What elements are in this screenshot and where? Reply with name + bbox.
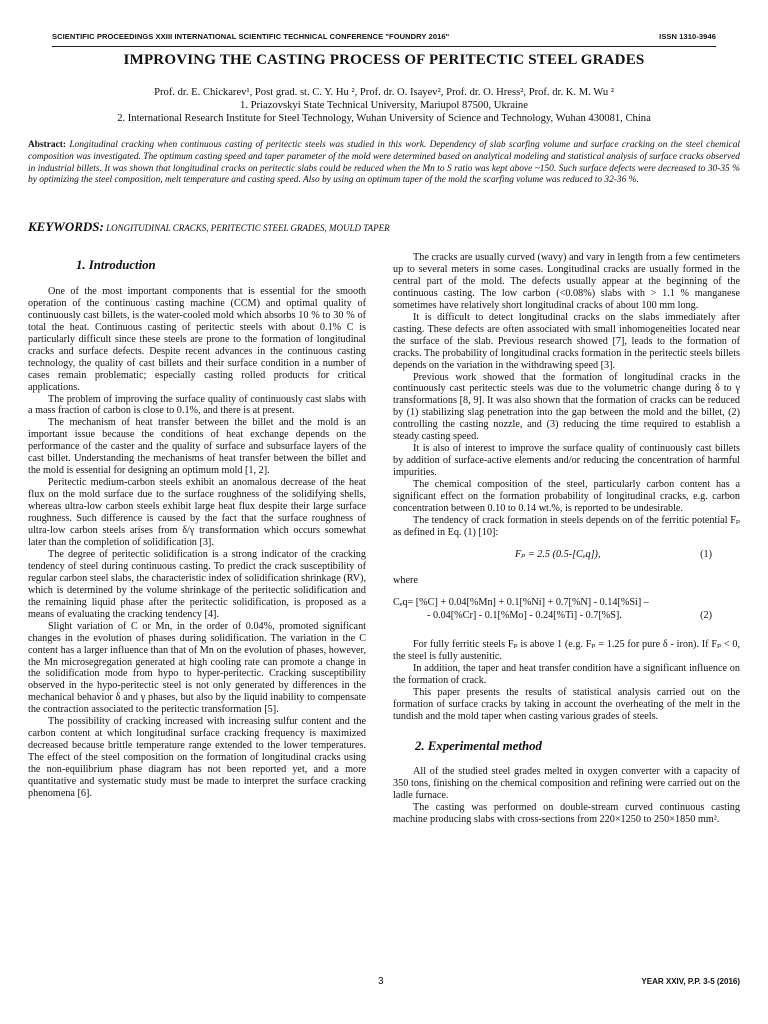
running-header [52,30,716,47]
section-heading-experimental: 2. Experimental method [415,738,542,753]
paragraph: It is difficult to detect longitudinal cracks on the slabs immediately after casting. These defects are often associated with small inhomogeneities located near the surface of the slab. Previous research showed [7], leads to the formation of cracks. The probability of longitudinal cracks formation in the peritectic steels billets depends on the variation in the withdrawing speed [3]. [393,311,740,371]
page-footer [52,976,740,990]
equation-2-number: (2) [700,609,712,621]
equation-2 [393,597,740,625]
paragraph: All of the studied steel grades melted in oxygen converter with a capacity of 350 tons, finishing on the chemical composition and refining were carried out on the ladle furnace. [393,766,740,802]
volume-info: YEAR XXIV, P.P. 3-5 (2016) [641,977,740,986]
left-column [28,252,366,800]
page-number: 3 [378,976,384,987]
paragraph: This paper presents the results of statistical analysis carried out on the formation of surface cracks by taking in account the overheating of the melt in the tundish and the mold taper when casting various grades of steels. [393,686,740,722]
paragraph: For fully ferritic steels Fₚ is above 1 (e.g. Fₚ = 1.25 for pure δ - iron). If Fₚ < 0, the steel is fully austenitic. [393,638,740,662]
issn: ISSN 1310-3946 [659,32,716,41]
paragraph: One of the most important components that is essential for the smooth operation of the continuous casting machine (CCM) and optimal quality of continuously cast billets, is the water-cooled mold which absorbs 10 % to 30 % of total the heat. Continuous casting of peritectic steels with about 0.1% C is particularly difficult since these steels are prone to the formation of longitudinal cracks and surface defects. Despite recent advances in the continuous casting technology, the quality of cast billets and their surface condition in a number of cases remain problematic; especially casting rolled products for critical applications. [28,285,366,393]
abstract-text: Longitudinal cracking when continuous casting of peritectic steels was studied in this work. Dependency of slab scarfing volume and surface cracking on the steel chemical composition was investigated. The optimum casting speed and taper parameter of the mold were determined based on analytical modeling and statistical analysis of surface cracks observed in industrial billets. It was shown that longitudinal cracks on peritectic slabs could be reduced when the Mn to S ratio was kept above ~150. Such surface defects were decreased to 30-35 % by optimizing the steel composition, melt temperature and casting speed. Also by using an optimum taper of the mold the scarfing volume was reduced to 32-36 %. [28,140,741,186]
equation-1-body: Fₚ = 2.5 (0.5-[Cₑq]), [515,548,601,560]
paper-title: IMPROVING THE CASTING PROCESS OF PERITECTIC STEEL GRADES [123,52,645,68]
conference-name: SCIENTIFIC PROCEEDINGS XXIII INTERNATIONAL SCIENTIFIC TECHNICAL CONFERENCE "FOUNDRY 2016" [52,32,450,41]
paragraph: The chemical composition of the steel, particularly carbon content has a significant effect on the formation probability of longitudinal cracks, e.g. carbon concentration between 0.10 to 0.14 wt.%, is reported to be undesirable. [393,479,740,515]
paragraph: The casting was performed on double-stream curved continuous casting machine producing slabs with cross-sections from 220×1250 to 250×1850 mm². [393,802,740,826]
paragraph: Peritectic medium-carbon steels exhibit an anomalous decrease of the heat flux on the mold surface due to the surface roughness of the solidifying shells, whereas ultra-low carbon steels exhibit large heat flux despite their large surface roughness. Such difference is caused by the fact that the surface roughness of ultra-low carbon steels arises from δ/γ transformation which occurs somewhat later than the completion of solidification [3]. [28,477,366,548]
keywords-label: KEYWORDS: [28,219,104,234]
section-heading-introduction: 1. Introduction [76,258,156,272]
affiliation-1: 1. Priazovskyi State Technical University, Mariupol 87500, Ukraine [240,100,528,111]
paragraph: Previous work showed that the formation of longitudinal cracks in the continuously cast peritectic steels was due to the volumetric change during δ to γ transformations [8, 9]. It was also shown that the formation of cracks can be reduced by (1) stabilizing slag penetration into the gap between the mold and the billet, (2) controlling the casting nozzle, and (3) reducing the time required to establish a steady casting speed. [393,371,740,443]
paragraph: The degree of peritectic solidification is a strong indicator of the cracking tendency of steel during continuous casting. To predict the crack susceptibility of regular carbon steel slabs, the characteristic index of solidification shrinkage (RV), which is determined by the volume shrinkage of the peritectic solidification and the remaining liquid phase after the peritectic solidification, is proposed as a means of evaluating the cracking tendency [4]. [28,548,366,620]
author-list: Prof. dr. E. Chickarev¹, Post grad. st. C. Y. Hu ², Prof. dr. O. Isayev², Prof. dr. O. Hress², Prof. dr. K. M. Wu ² [154,87,614,98]
abstract [28,140,740,187]
paragraph: The problem of improving the surface quality of continuously cast slabs with a mass fraction of carbon is close to 0.1%, and there is at present. [28,393,366,417]
equation-2-line-1: Cₑq= [%C] + 0.04[%Mn] + 0.1[%Ni] + 0.7[%N] - 0.14[%Si] – [393,596,649,608]
paragraph: Slight variation of C or Mn, in the order of 0.04%, promoted significant changes in the evolution of phases during solidification. The variation in the C content has a larger influence than that of Mn on the evolution of phases, however, the Mn microsegregation generated at high cooling rate can promote a change in the solidification mode from hypo to hyper-peritectic. Cracking susceptibility observed in the hypo-peritectic steel is not only generated by differences in the mechanical behavior δ and γ phases, but also by the liquid inability to compensate the contraction associated to the peritectic transformation [5]. [28,620,366,716]
paragraph: It is also of interest to improve the surface quality of continuously cast billets by addition of surface-active elements and/or reducing the concentration of harmful impurities. [393,443,740,479]
paragraph: The cracks are usually curved (wavy) and vary in length from a few centimeters up to several meters in some cases. Longitudinal cracks are usually formed in the central part of the mold. The defects usually appear at the beginning of the continuous casting. The low carbon (<0.08%) slabs with > 1.1 % manganese sometimes have relatively short longitudinal cracks of about 100 mm long. [393,252,740,311]
affiliation-2: 2. International Research Institute for Steel Technology, Wuhan University of Science and Technology, Wuhan 430081, China [117,113,651,124]
paragraph: The tendency of crack formation in steels depends on of the ferritic potential Fₚ as defined in Eq. (1) [10]: [393,514,740,538]
paragraph: The possibility of cracking increased with increasing sulfur content and the carbon content at which longitudinal surface cracking frequency is maximized decreased because brittle temperature range extended to the lower temperatures. The effect of the steel composition on the formation of longitudinal cracks using the non-equilibrium phase diagram has not been reported yet, and a more quantitative and systematic study must be made to interpret the surface cracking phenomena [6]. [28,716,366,799]
equation-1 [393,549,740,563]
where-label: where [393,574,418,586]
abstract-label: Abstract: [28,140,67,150]
paragraph: In addition, the taper and heat transfer condition have a significant influence on the formation of crack. [393,662,740,686]
equation-1-number: (1) [700,548,712,560]
keywords-text: LONGITUDINAL CRACKS, PERITECTIC STEEL GRADES, MOULD TAPER [106,223,390,233]
equation-2-line-2: - 0.04[%Cr] - 0.1[%Mo] - 0.24[%Ti] - 0.7[%S]. [427,609,622,621]
author-block [40,86,728,125]
keywords [28,219,740,235]
paragraph: The mechanism of heat transfer between the billet and the mold is an important issue because the conditions of heat exchange depends on the performance of the caster and the quality of surface and subsurface layers of the cast billet. Understanding the mechanisms of heat transfer between the billet and the mold is essential for designing an optimum mold [1, 2]. [28,417,366,477]
right-column [393,252,740,826]
